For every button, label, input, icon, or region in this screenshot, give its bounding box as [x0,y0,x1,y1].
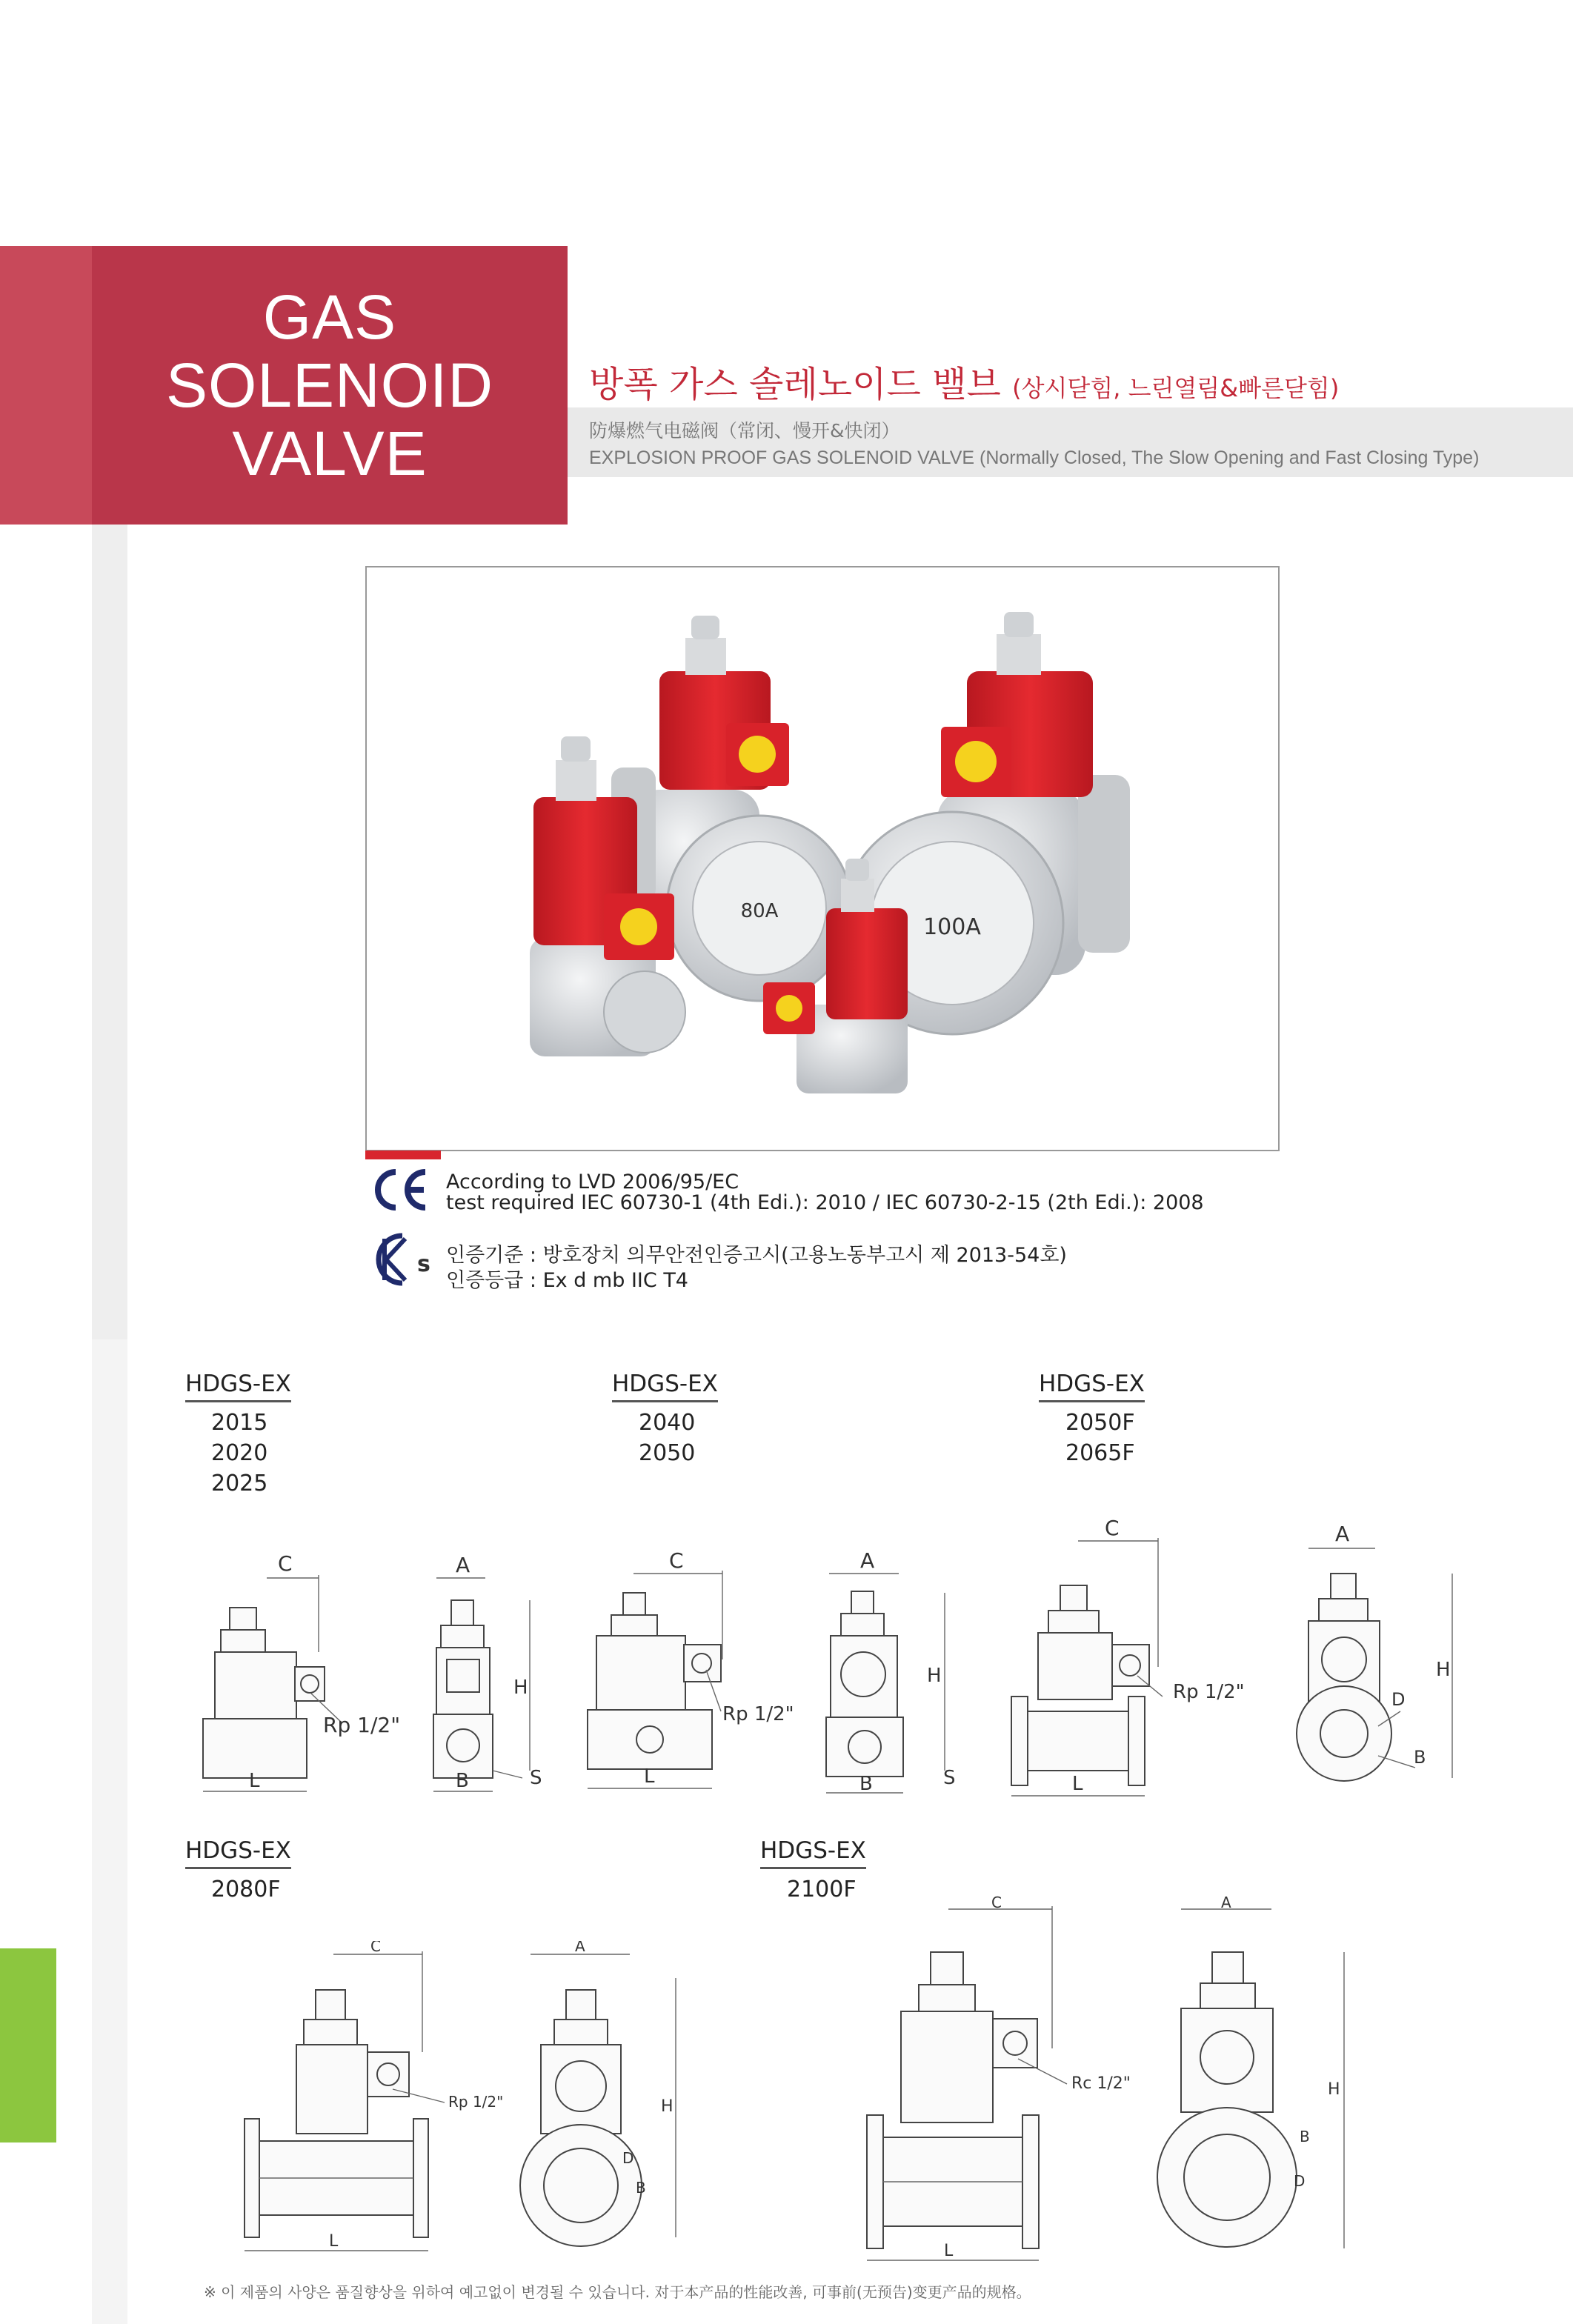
page-title-line1: GAS SOLENOID [165,282,494,420]
dim-h: H [513,1677,528,1699]
page-title [92,246,568,525]
dim-l: L [329,2232,339,2251]
dim-s: S [943,1767,956,1789]
dim-h: H [1328,2080,1340,2099]
drawing-2100f-front [852,1893,1163,2263]
dim-rp: Rp 1/2" [1173,1681,1245,1703]
model-list-3 [1065,1408,1135,1468]
drawing-2040-front [582,1548,819,1808]
dim-rp: Rp 1/2" [448,2093,504,2111]
model-name-1: HDGS-EX [185,1371,291,1402]
dim-s: S [530,1767,542,1789]
model-list-4 [211,1874,281,1905]
drawing-2015-front [185,1548,430,1808]
dim-l: L [644,1765,655,1788]
model-item: 2025 [211,1471,268,1496]
footer-note: ※ 이 제품의 사양은 품질향상을 위하여 예고없이 변경될 수 있습니다. 对于本产品的性能改善, 可事前(无预告)变更产品的规格。 [204,2283,1031,2301]
title-block-edge [0,246,92,525]
dim-b: B [1300,2128,1310,2145]
dim-b: B [636,2179,646,2197]
drawing-2050f-side [1289,1511,1467,1808]
model-list-2 [639,1408,695,1468]
drawing-2080f-side [504,1941,696,2260]
dim-h: H [661,2097,674,2116]
dim-b: B [456,1770,469,1792]
korean-title-paren: (상시닫힘, 느린열림&빠른닫힘) [1012,374,1340,402]
dim-rp: Rp 1/2" [722,1703,794,1725]
model-item: 2050F [1065,1410,1135,1436]
kcs-text-line2: 인증등급 : Ex d mb IIC T4 [446,1269,688,1292]
dim-l: L [1072,1773,1083,1795]
label-80a: 80A [740,900,779,922]
model-item: 2080F [211,1877,281,1902]
dim-d: D [1294,2172,1306,2190]
ce-text-line2: test required IEC 60730-1 (4th Edi.): 2010 / IEC 60730-2-15 (2th Edi.): 2008 [446,1191,1204,1214]
dim-a: A [1221,1894,1231,1911]
dim-b: B [1414,1747,1426,1768]
model-item: 2065F [1065,1440,1135,1466]
model-item: 2040 [639,1410,696,1436]
dim-h: H [927,1665,942,1687]
photo-accent-bar [365,1151,441,1159]
dim-c: C [991,1894,1002,1911]
english-subtitle: EXPLOSION PROOF GAS SOLENOID VALVE (Normally Closed, The Slow Opening and Fast Closing Type) [589,447,1480,468]
dim-c: C [278,1551,293,1576]
model-item: 2015 [211,1410,268,1436]
dim-c: C [370,1941,381,1955]
model-name-5: HDGS-EX [760,1837,866,1869]
left-rail-lower [92,1339,127,2324]
dim-d: D [622,2149,634,2167]
model-name-3: HDGS-EX [1039,1371,1145,1402]
section-tab[interactable] [0,1948,56,2142]
model-item: 2100F [787,1877,857,1902]
dim-h: H [1436,1659,1451,1681]
dim-d: D [1391,1689,1406,1710]
model-list-5 [787,1874,857,1905]
dim-l: L [249,1770,260,1792]
dim-l: L [944,2242,954,2260]
model-list-1 [211,1408,267,1499]
dim-a: A [1335,1522,1350,1546]
kcs-mark-icon [373,1231,435,1288]
drawing-2100f-side [1156,1893,1363,2263]
ce-text-line1: According to LVD 2006/95/EC [446,1171,739,1193]
dim-c: C [669,1548,684,1573]
chinese-subtitle: 防爆燃气电磁阀（常闭、慢开&快闭） [589,420,900,442]
page-title-line2: VALVE [232,419,428,488]
kcs-text-line1: 인증기준 : 방호장치 의무안전인증고시(고용노동부고시 제 2013-54호) [446,1244,1067,1267]
dim-a: A [575,1941,585,1955]
model-name-2: HDGS-EX [612,1371,718,1402]
dim-b: B [859,1773,873,1795]
dim-a: A [860,1548,875,1573]
dim-a: A [456,1553,470,1577]
model-item: 2020 [211,1440,268,1466]
dim-rp: Rp 1/2" [323,1713,401,1737]
drawing-2015-side [426,1548,574,1808]
model-item: 2050 [639,1440,696,1466]
korean-title [589,356,1339,407]
drawing-2050f-front [1004,1511,1271,1808]
dim-rc: Rc 1/2" [1071,2074,1131,2093]
label-100a: 100A [923,914,981,940]
model-name-4: HDGS-EX [185,1837,291,1869]
product-photo-drawing [367,567,1278,1150]
ce-mark-icon [370,1166,430,1213]
left-rail [92,525,127,1339]
dim-c: C [1105,1516,1120,1540]
drawing-2080f-front [237,1941,533,2260]
product-photo [365,566,1280,1151]
drawing-2040-side [819,1548,982,1808]
svg-text:s: s [417,1251,430,1277]
korean-title-main: 방폭 가스 솔레노이드 밸브 [589,364,1001,405]
